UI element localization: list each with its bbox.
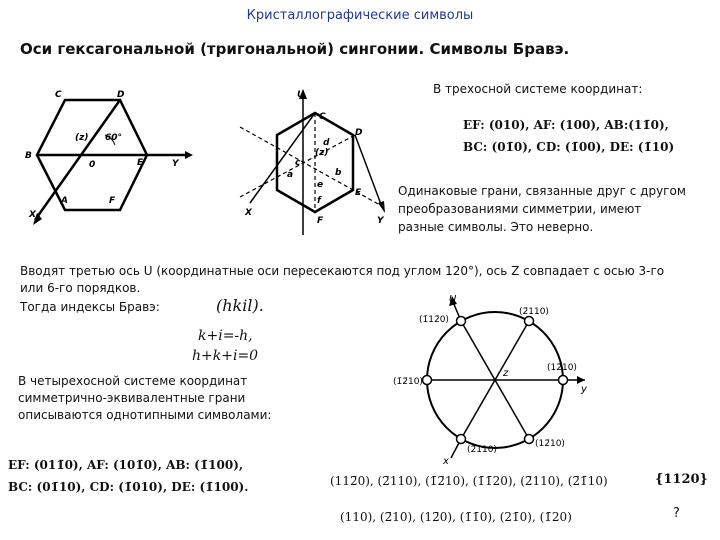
slide-subtitle: Оси гексагональной (тригональной) сингонии. Символы Бравэ. — [20, 40, 570, 58]
pole-label-4: (1̄2̄10) — [393, 377, 423, 387]
axis-y-arrow — [577, 376, 585, 384]
vertex-e-label: E — [137, 158, 144, 168]
four-axis-text-3: описываются однотипными символами: — [18, 408, 272, 422]
four-axis-symbols-2: BC: (01̄10), CD: (1̄010), DE: (1̄100). — [8, 480, 249, 494]
form-2-1: (110) — [340, 510, 373, 524]
vertex-c-label: C — [55, 90, 62, 100]
pole-label-1: (1̄12̄0) — [419, 315, 449, 325]
label-c2: c — [295, 158, 301, 168]
label-a: a — [287, 170, 294, 180]
form-1-1: (112̄0) — [330, 474, 370, 488]
axis-x-label: X — [29, 210, 36, 220]
label-e: e — [317, 180, 324, 190]
hexagon-diagram-2 — [235, 85, 390, 240]
three-axis-symbols-2: BC: (01̄0), CD: (1̄00), DE: (1̄10) — [463, 140, 675, 154]
vertex-a-label: A — [61, 196, 68, 206]
form-row-1: (112̄0), (2̄110), (1̄2̄10), (1̄1̄20), (2̄110), (2̄1̄10) — [330, 474, 608, 488]
form-1-2: (2̄110) — [377, 474, 418, 488]
label-d-vertex: D — [355, 128, 363, 138]
axis-y-arrow — [378, 201, 385, 213]
center-z-label: (z) — [315, 148, 329, 158]
formula-eq-1: k+i=-h, — [198, 328, 253, 344]
vertex-d-label: D — [117, 90, 125, 100]
three-axis-note-3: разные символы. Это неверно. — [398, 220, 594, 234]
label-f-vertex: F — [317, 216, 324, 226]
axis-u-label: U — [297, 90, 305, 100]
stereogram-diagram — [385, 292, 595, 467]
origin-label: 0 — [89, 160, 96, 170]
formula-main: (hkil). — [216, 296, 264, 315]
axis-z-label: z — [503, 368, 509, 379]
axis-y-label: y — [581, 384, 587, 395]
form-2-3: (12̄0) — [419, 510, 453, 524]
pole-6 — [423, 376, 432, 385]
center-z-label: (z) — [75, 133, 89, 143]
form-2-2: (2̄10) — [379, 510, 413, 524]
intro-line-1: Вводят третью ось U (координатные оси пересекаются под углом 120°), ось Z совпадает с осью 3-го — [20, 264, 665, 278]
label-d: d — [323, 138, 330, 148]
label-c: C — [319, 112, 326, 122]
form-2-result: ? — [673, 506, 680, 521]
pole-label-6: (2̄110) — [467, 445, 497, 455]
form-2-5: (21̄0) — [499, 510, 532, 524]
axis-x-line — [250, 113, 315, 203]
formula-eq-2: h+k+i=0 — [192, 348, 259, 364]
axis-y-label: Y — [377, 216, 384, 226]
label-b: b — [335, 168, 342, 178]
axis-u-label: U — [449, 294, 457, 305]
four-axis-symbols-1: EF: (011̄0), AF: (101̄0), AB: (1̄100), — [8, 458, 244, 472]
four-axis-text-2: симметрично-эквивалентные грани — [18, 391, 246, 405]
pole-2 — [525, 317, 534, 326]
axis-x-line — [35, 100, 123, 220]
form-2-6: (1̄20) — [539, 510, 572, 524]
pole-4 — [525, 435, 534, 444]
pole-label-5: (12̄10) — [535, 439, 565, 449]
form-1-6: (2̄1̄10) — [567, 474, 608, 488]
label-f: f — [317, 196, 321, 206]
three-axis-note-2: преобразованиями симметрии, имеют — [398, 202, 642, 216]
form-row-2: (110), (2̄10), (12̄0), (1̄1̄0), (21̄0), (1̄20) — [340, 510, 572, 524]
pole-5 — [457, 435, 466, 444]
form-1-4: (1̄1̄20) — [472, 474, 513, 488]
axis-y-label: Y — [172, 159, 179, 169]
pole-label-2: (2̄110) — [519, 307, 549, 317]
pole-3 — [559, 376, 568, 385]
form-2-4: (1̄1̄0) — [459, 510, 493, 524]
four-axis-text-1: В четырехосной системе координат — [18, 374, 248, 388]
vertex-b-label: B — [25, 151, 32, 161]
axis-x-label: X — [245, 208, 252, 218]
three-axis-note-1: Одинаковые грани, связанные друг с другом — [398, 184, 686, 198]
axis-x-label: x — [443, 456, 449, 467]
label-e-vertex: E — [355, 188, 362, 198]
pole-1 — [457, 317, 466, 326]
form-1-result: {1120} — [655, 472, 708, 487]
intro-line-2: или 6-го порядков. — [20, 281, 141, 295]
pole-label-3: (12̄10) — [547, 363, 577, 373]
bravais-label: Тогда индексы Бравэ: — [20, 300, 160, 314]
form-1-3: (1̄2̄10) — [425, 474, 465, 488]
axis-y-arrow — [185, 151, 193, 159]
form-1-5: (2̄110) — [520, 474, 561, 488]
angle-label: 60° — [105, 133, 123, 143]
hexagon-diagram-1 — [25, 85, 205, 230]
three-axis-symbols-1: EF: (010), AF: (100), AB:(11̄0), — [463, 118, 669, 132]
slide-title: Кристаллографические символы — [246, 8, 474, 23]
three-axis-heading: В трехосной системе координат: — [433, 82, 643, 96]
vertex-f-label: F — [109, 196, 116, 206]
